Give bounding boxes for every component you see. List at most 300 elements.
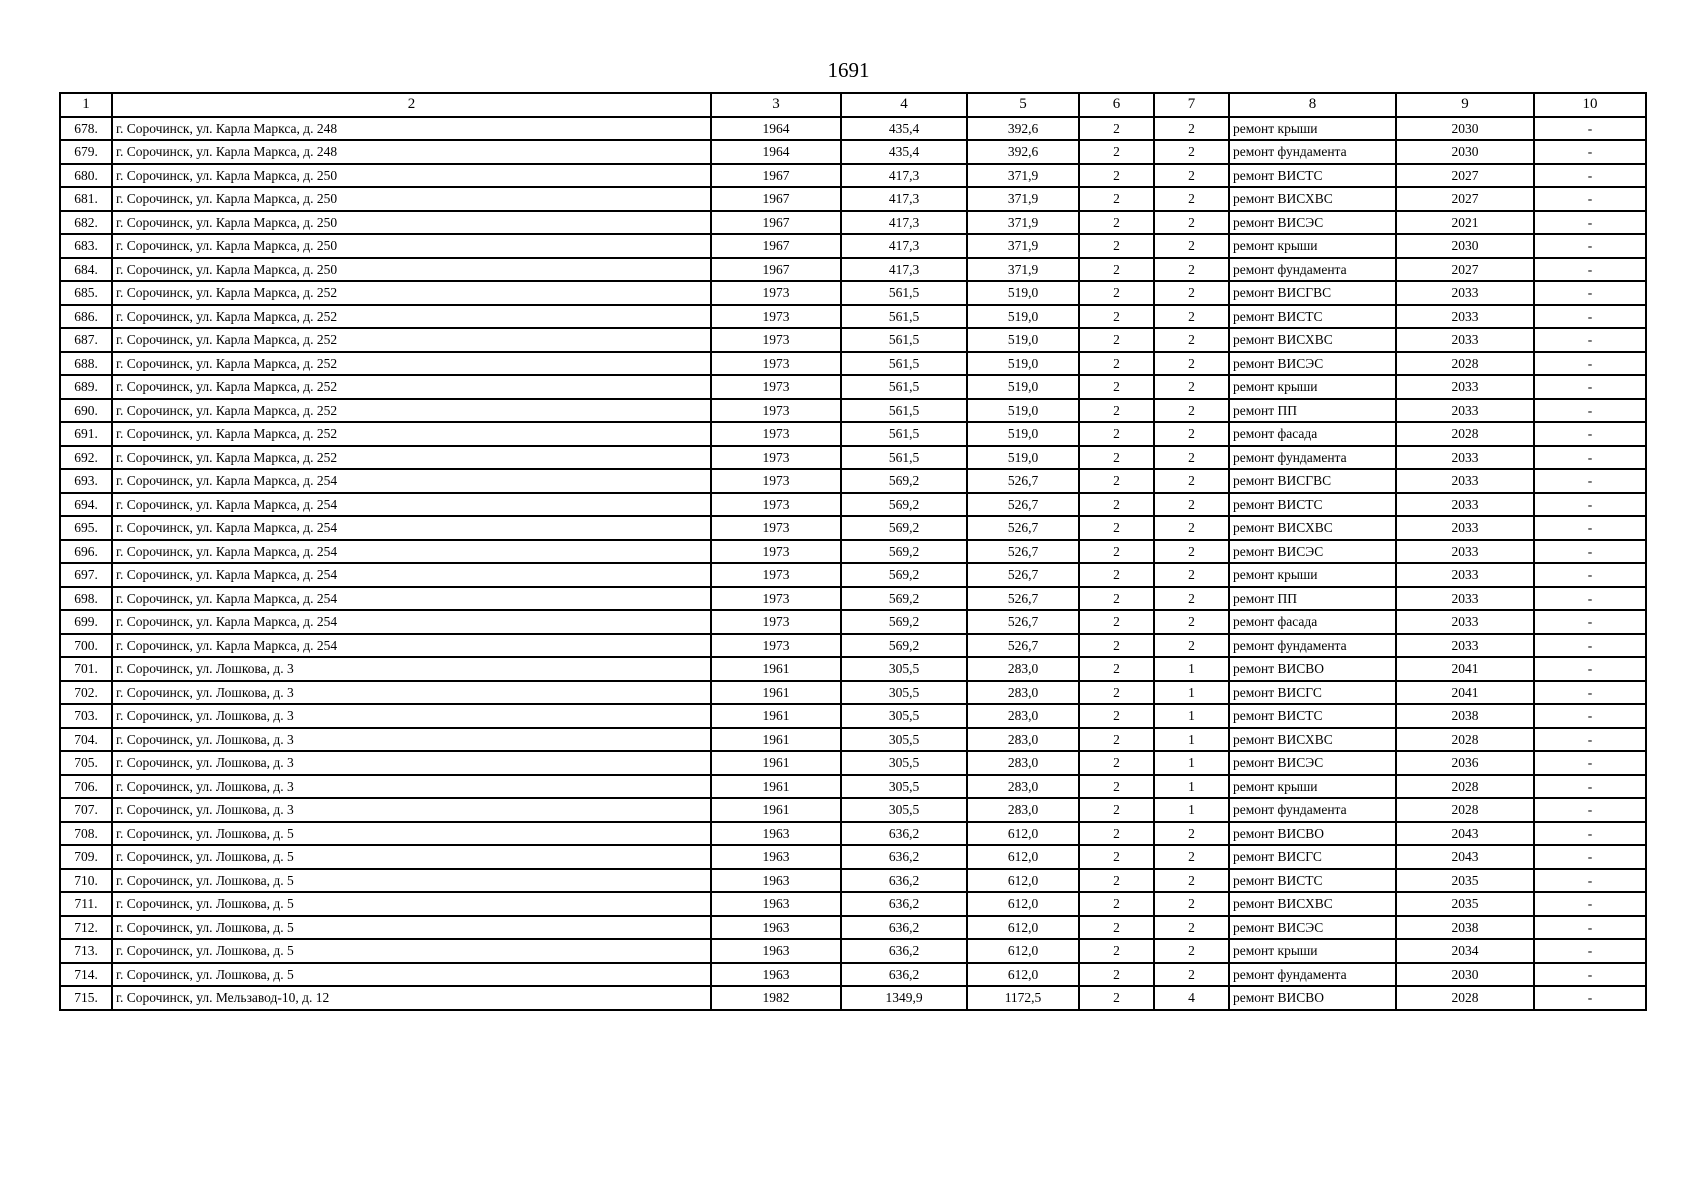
table-row (60, 516, 1646, 540)
total-area-cell: 561,5 (841, 305, 967, 329)
living-area-cell: 612,0 (967, 845, 1079, 869)
address-cell: г. Сорочинск, ул. Карла Маркса, д. 250 (112, 234, 711, 258)
table-row (60, 352, 1646, 376)
col7-cell: 2 (1154, 516, 1229, 540)
living-area-cell: 283,0 (967, 751, 1079, 775)
column-header: 10 (1534, 93, 1646, 117)
total-area-cell: 569,2 (841, 610, 967, 634)
row-number-cell: 701. (60, 657, 112, 681)
row-number-cell: 695. (60, 516, 112, 540)
col10-cell: - (1534, 751, 1646, 775)
total-area-cell: 636,2 (841, 822, 967, 846)
year-built-cell: 1964 (711, 140, 841, 164)
col6-cell: 2 (1079, 916, 1154, 940)
year-built-cell: 1973 (711, 540, 841, 564)
row-number-cell: 706. (60, 775, 112, 799)
year-built-cell: 1963 (711, 892, 841, 916)
address-cell: г. Сорочинск, ул. Карла Маркса, д. 248 (112, 117, 711, 141)
col7-cell: 2 (1154, 140, 1229, 164)
col10-cell: - (1534, 258, 1646, 282)
total-area-cell: 561,5 (841, 422, 967, 446)
year-built-cell: 1973 (711, 587, 841, 611)
table-row (60, 140, 1646, 164)
table-row (60, 751, 1646, 775)
row-number-cell: 690. (60, 399, 112, 423)
work-type-cell: ремонт ВИСЭС (1229, 540, 1396, 564)
total-area-cell: 1349,9 (841, 986, 967, 1010)
planned-year-cell: 2033 (1396, 493, 1534, 517)
col6-cell: 2 (1079, 117, 1154, 141)
col10-cell: - (1534, 869, 1646, 893)
col6-cell: 2 (1079, 610, 1154, 634)
col10-cell: - (1534, 187, 1646, 211)
col7-cell: 2 (1154, 258, 1229, 282)
row-number-cell: 713. (60, 939, 112, 963)
col6-cell: 2 (1079, 211, 1154, 235)
col7-cell: 2 (1154, 493, 1229, 517)
address-cell: г. Сорочинск, ул. Лошкова, д. 5 (112, 916, 711, 940)
table-row (60, 892, 1646, 916)
table-row (60, 305, 1646, 329)
work-type-cell: ремонт ВИСЭС (1229, 352, 1396, 376)
total-area-cell: 435,4 (841, 117, 967, 141)
row-number-cell: 689. (60, 375, 112, 399)
col7-cell: 2 (1154, 916, 1229, 940)
table-row (60, 446, 1646, 470)
living-area-cell: 526,7 (967, 634, 1079, 658)
planned-year-cell: 2021 (1396, 211, 1534, 235)
column-header: 4 (841, 93, 967, 117)
year-built-cell: 1973 (711, 375, 841, 399)
row-number-cell: 708. (60, 822, 112, 846)
year-built-cell: 1967 (711, 234, 841, 258)
year-built-cell: 1973 (711, 399, 841, 423)
col6-cell: 2 (1079, 469, 1154, 493)
column-header: 1 (60, 93, 112, 117)
table-row (60, 657, 1646, 681)
work-type-cell: ремонт крыши (1229, 775, 1396, 799)
address-cell: г. Сорочинск, ул. Лошкова, д. 3 (112, 728, 711, 752)
total-area-cell: 561,5 (841, 399, 967, 423)
row-number-cell: 707. (60, 798, 112, 822)
row-number-cell: 710. (60, 869, 112, 893)
work-type-cell: ремонт ВИСГС (1229, 845, 1396, 869)
year-built-cell: 1967 (711, 258, 841, 282)
col7-cell: 2 (1154, 117, 1229, 141)
living-area-cell: 612,0 (967, 963, 1079, 987)
col7-cell: 2 (1154, 352, 1229, 376)
planned-year-cell: 2033 (1396, 540, 1534, 564)
work-type-cell: ремонт ВИСВО (1229, 986, 1396, 1010)
col10-cell: - (1534, 845, 1646, 869)
planned-year-cell: 2038 (1396, 916, 1534, 940)
col6-cell: 2 (1079, 963, 1154, 987)
total-area-cell: 561,5 (841, 281, 967, 305)
col10-cell: - (1534, 892, 1646, 916)
work-type-cell: ремонт ВИСВО (1229, 822, 1396, 846)
work-type-cell: ремонт ВИСТС (1229, 305, 1396, 329)
table-row (60, 587, 1646, 611)
col6-cell: 2 (1079, 516, 1154, 540)
address-cell: г. Сорочинск, ул. Лошкова, д. 3 (112, 798, 711, 822)
address-cell: г. Сорочинск, ул. Лошкова, д. 5 (112, 892, 711, 916)
year-built-cell: 1967 (711, 211, 841, 235)
address-cell: г. Сорочинск, ул. Лошкова, д. 5 (112, 869, 711, 893)
living-area-cell: 283,0 (967, 775, 1079, 799)
total-area-cell: 636,2 (841, 963, 967, 987)
row-number-cell: 687. (60, 328, 112, 352)
work-type-cell: ремонт крыши (1229, 375, 1396, 399)
col7-cell: 2 (1154, 446, 1229, 470)
work-type-cell: ремонт ВИСТС (1229, 704, 1396, 728)
work-type-cell: ремонт ВИСХВС (1229, 892, 1396, 916)
column-header: 9 (1396, 93, 1534, 117)
address-cell: г. Сорочинск, ул. Карла Маркса, д. 250 (112, 211, 711, 235)
address-cell: г. Сорочинск, ул. Карла Маркса, д. 254 (112, 587, 711, 611)
year-built-cell: 1973 (711, 610, 841, 634)
total-area-cell: 636,2 (841, 939, 967, 963)
total-area-cell: 569,2 (841, 563, 967, 587)
year-built-cell: 1973 (711, 422, 841, 446)
col7-cell: 2 (1154, 634, 1229, 658)
col6-cell: 2 (1079, 422, 1154, 446)
work-type-cell: ремонт ВИСХВС (1229, 328, 1396, 352)
col7-cell: 2 (1154, 822, 1229, 846)
total-area-cell: 417,3 (841, 234, 967, 258)
col6-cell: 2 (1079, 822, 1154, 846)
col7-cell: 2 (1154, 610, 1229, 634)
address-cell: г. Сорочинск, ул. Карла Маркса, д. 254 (112, 610, 711, 634)
col7-cell: 2 (1154, 540, 1229, 564)
col6-cell: 2 (1079, 751, 1154, 775)
year-built-cell: 1963 (711, 916, 841, 940)
total-area-cell: 417,3 (841, 258, 967, 282)
col10-cell: - (1534, 681, 1646, 705)
planned-year-cell: 2033 (1396, 399, 1534, 423)
planned-year-cell: 2038 (1396, 704, 1534, 728)
row-number-cell: 697. (60, 563, 112, 587)
row-number-cell: 696. (60, 540, 112, 564)
total-area-cell: 417,3 (841, 211, 967, 235)
col7-cell: 2 (1154, 422, 1229, 446)
row-number-cell: 692. (60, 446, 112, 470)
col6-cell: 2 (1079, 704, 1154, 728)
work-type-cell: ремонт крыши (1229, 563, 1396, 587)
total-area-cell: 569,2 (841, 587, 967, 611)
address-cell: г. Сорочинск, ул. Карла Маркса, д. 254 (112, 469, 711, 493)
table-row (60, 563, 1646, 587)
work-type-cell: ремонт крыши (1229, 234, 1396, 258)
address-cell: г. Сорочинск, ул. Мельзавод-10, д. 12 (112, 986, 711, 1010)
work-type-cell: ремонт ВИСВО (1229, 657, 1396, 681)
living-area-cell: 526,7 (967, 540, 1079, 564)
year-built-cell: 1961 (711, 657, 841, 681)
row-number-cell: 681. (60, 187, 112, 211)
table-row (60, 234, 1646, 258)
table-row (60, 211, 1646, 235)
col10-cell: - (1534, 493, 1646, 517)
work-type-cell: ремонт фундамента (1229, 798, 1396, 822)
col6-cell: 2 (1079, 775, 1154, 799)
total-area-cell: 305,5 (841, 657, 967, 681)
living-area-cell: 519,0 (967, 328, 1079, 352)
col10-cell: - (1534, 939, 1646, 963)
work-type-cell: ремонт фундамента (1229, 140, 1396, 164)
page-number: 1691 (827, 58, 870, 82)
row-number-cell: 705. (60, 751, 112, 775)
col7-cell: 2 (1154, 469, 1229, 493)
row-number-cell: 699. (60, 610, 112, 634)
planned-year-cell: 2033 (1396, 516, 1534, 540)
address-cell: г. Сорочинск, ул. Карла Маркса, д. 252 (112, 446, 711, 470)
table-row (60, 281, 1646, 305)
row-number-cell: 694. (60, 493, 112, 517)
living-area-cell: 283,0 (967, 704, 1079, 728)
living-area-cell: 392,6 (967, 140, 1079, 164)
planned-year-cell: 2028 (1396, 352, 1534, 376)
living-area-cell: 612,0 (967, 939, 1079, 963)
living-area-cell: 371,9 (967, 187, 1079, 211)
living-area-cell: 526,7 (967, 493, 1079, 517)
address-cell: г. Сорочинск, ул. Карла Маркса, д. 252 (112, 422, 711, 446)
col7-cell: 2 (1154, 164, 1229, 188)
col7-cell: 1 (1154, 775, 1229, 799)
work-type-cell: ремонт ВИСЭС (1229, 916, 1396, 940)
address-cell: г. Сорочинск, ул. Карла Маркса, д. 254 (112, 563, 711, 587)
col10-cell: - (1534, 516, 1646, 540)
address-cell: г. Сорочинск, ул. Карла Маркса, д. 254 (112, 516, 711, 540)
col6-cell: 2 (1079, 869, 1154, 893)
col6-cell: 2 (1079, 446, 1154, 470)
col6-cell: 2 (1079, 798, 1154, 822)
col10-cell: - (1534, 422, 1646, 446)
year-built-cell: 1963 (711, 822, 841, 846)
col10-cell: - (1534, 446, 1646, 470)
address-cell: г. Сорочинск, ул. Карла Маркса, д. 252 (112, 375, 711, 399)
address-cell: г. Сорочинск, ул. Карла Маркса, д. 250 (112, 164, 711, 188)
table-row (60, 986, 1646, 1010)
total-area-cell: 561,5 (841, 446, 967, 470)
col6-cell: 2 (1079, 587, 1154, 611)
row-number-cell: 686. (60, 305, 112, 329)
col6-cell: 2 (1079, 657, 1154, 681)
year-built-cell: 1982 (711, 986, 841, 1010)
total-area-cell: 569,2 (841, 493, 967, 517)
work-type-cell: ремонт ВИСТС (1229, 493, 1396, 517)
total-area-cell: 305,5 (841, 704, 967, 728)
year-built-cell: 1964 (711, 117, 841, 141)
col10-cell: - (1534, 986, 1646, 1010)
table-row (60, 117, 1646, 141)
col6-cell: 2 (1079, 728, 1154, 752)
table-row (60, 963, 1646, 987)
table-row (60, 916, 1646, 940)
work-type-cell: ремонт ВИСГС (1229, 681, 1396, 705)
table-row (60, 258, 1646, 282)
col10-cell: - (1534, 610, 1646, 634)
planned-year-cell: 2028 (1396, 986, 1534, 1010)
col10-cell: - (1534, 234, 1646, 258)
year-built-cell: 1973 (711, 516, 841, 540)
address-cell: г. Сорочинск, ул. Карла Маркса, д. 250 (112, 187, 711, 211)
col7-cell: 2 (1154, 375, 1229, 399)
address-cell: г. Сорочинск, ул. Карла Маркса, д. 254 (112, 634, 711, 658)
col10-cell: - (1534, 704, 1646, 728)
row-number-cell: 711. (60, 892, 112, 916)
year-built-cell: 1973 (711, 328, 841, 352)
total-area-cell: 435,4 (841, 140, 967, 164)
work-type-cell: ремонт ВИСХВС (1229, 516, 1396, 540)
work-type-cell: ремонт ПП (1229, 587, 1396, 611)
col7-cell: 1 (1154, 681, 1229, 705)
total-area-cell: 305,5 (841, 775, 967, 799)
col10-cell: - (1534, 634, 1646, 658)
col10-cell: - (1534, 328, 1646, 352)
work-type-cell: ремонт ПП (1229, 399, 1396, 423)
col10-cell: - (1534, 352, 1646, 376)
col7-cell: 2 (1154, 399, 1229, 423)
column-header: 7 (1154, 93, 1229, 117)
row-number-cell: 709. (60, 845, 112, 869)
col7-cell: 1 (1154, 798, 1229, 822)
work-type-cell: ремонт ВИСХВС (1229, 187, 1396, 211)
table-row (60, 939, 1646, 963)
living-area-cell: 519,0 (967, 375, 1079, 399)
col6-cell: 2 (1079, 305, 1154, 329)
living-area-cell: 526,7 (967, 516, 1079, 540)
address-cell: г. Сорочинск, ул. Карла Маркса, д. 252 (112, 281, 711, 305)
col6-cell: 2 (1079, 493, 1154, 517)
row-number-cell: 684. (60, 258, 112, 282)
planned-year-cell: 2041 (1396, 681, 1534, 705)
total-area-cell: 561,5 (841, 375, 967, 399)
row-number-cell: 693. (60, 469, 112, 493)
col10-cell: - (1534, 728, 1646, 752)
row-number-cell: 691. (60, 422, 112, 446)
col10-cell: - (1534, 399, 1646, 423)
living-area-cell: 519,0 (967, 399, 1079, 423)
total-area-cell: 305,5 (841, 751, 967, 775)
year-built-cell: 1967 (711, 164, 841, 188)
row-number-cell: 712. (60, 916, 112, 940)
col7-cell: 1 (1154, 751, 1229, 775)
living-area-cell: 612,0 (967, 822, 1079, 846)
address-cell: г. Сорочинск, ул. Лошкова, д. 5 (112, 939, 711, 963)
col10-cell: - (1534, 963, 1646, 987)
column-number-row (60, 93, 1646, 117)
total-area-cell: 305,5 (841, 728, 967, 752)
total-area-cell: 305,5 (841, 798, 967, 822)
col6-cell: 2 (1079, 164, 1154, 188)
planned-year-cell: 2033 (1396, 469, 1534, 493)
address-cell: г. Сорочинск, ул. Карла Маркса, д. 252 (112, 305, 711, 329)
planned-year-cell: 2027 (1396, 187, 1534, 211)
column-header: 5 (967, 93, 1079, 117)
work-type-cell: ремонт ВИСЭС (1229, 211, 1396, 235)
col7-cell: 2 (1154, 211, 1229, 235)
address-cell: г. Сорочинск, ул. Лошкова, д. 5 (112, 822, 711, 846)
work-type-cell: ремонт фасада (1229, 422, 1396, 446)
col6-cell: 2 (1079, 234, 1154, 258)
column-header: 8 (1229, 93, 1396, 117)
year-built-cell: 1963 (711, 845, 841, 869)
col10-cell: - (1534, 375, 1646, 399)
year-built-cell: 1961 (711, 681, 841, 705)
col7-cell: 2 (1154, 187, 1229, 211)
row-number-cell: 715. (60, 986, 112, 1010)
planned-year-cell: 2043 (1396, 845, 1534, 869)
total-area-cell: 569,2 (841, 540, 967, 564)
year-built-cell: 1973 (711, 493, 841, 517)
planned-year-cell: 2033 (1396, 563, 1534, 587)
col10-cell: - (1534, 117, 1646, 141)
col6-cell: 2 (1079, 399, 1154, 423)
planned-year-cell: 2033 (1396, 375, 1534, 399)
table-row (60, 798, 1646, 822)
table-row (60, 681, 1646, 705)
table-row (60, 187, 1646, 211)
col7-cell: 4 (1154, 986, 1229, 1010)
table-row (60, 822, 1646, 846)
planned-year-cell: 2028 (1396, 775, 1534, 799)
col10-cell: - (1534, 540, 1646, 564)
col6-cell: 2 (1079, 845, 1154, 869)
living-area-cell: 519,0 (967, 352, 1079, 376)
col6-cell: 2 (1079, 986, 1154, 1010)
living-area-cell: 612,0 (967, 916, 1079, 940)
living-area-cell: 526,7 (967, 563, 1079, 587)
row-number-cell: 714. (60, 963, 112, 987)
col10-cell: - (1534, 587, 1646, 611)
planned-year-cell: 2030 (1396, 963, 1534, 987)
row-number-cell: 698. (60, 587, 112, 611)
table-row (60, 728, 1646, 752)
col6-cell: 2 (1079, 258, 1154, 282)
planned-year-cell: 2033 (1396, 305, 1534, 329)
address-cell: г. Сорочинск, ул. Карла Маркса, д. 248 (112, 140, 711, 164)
total-area-cell: 561,5 (841, 352, 967, 376)
col7-cell: 2 (1154, 845, 1229, 869)
row-number-cell: 679. (60, 140, 112, 164)
col10-cell: - (1534, 281, 1646, 305)
planned-year-cell: 2034 (1396, 939, 1534, 963)
total-area-cell: 569,2 (841, 516, 967, 540)
year-built-cell: 1961 (711, 704, 841, 728)
year-built-cell: 1973 (711, 281, 841, 305)
planned-year-cell: 2035 (1396, 892, 1534, 916)
planned-year-cell: 2030 (1396, 140, 1534, 164)
living-area-cell: 371,9 (967, 164, 1079, 188)
planned-year-cell: 2033 (1396, 587, 1534, 611)
total-area-cell: 636,2 (841, 869, 967, 893)
table-body (60, 117, 1646, 1010)
year-built-cell: 1973 (711, 305, 841, 329)
work-type-cell: ремонт крыши (1229, 939, 1396, 963)
row-number-cell: 700. (60, 634, 112, 658)
address-cell: г. Сорочинск, ул. Карла Маркса, д. 254 (112, 540, 711, 564)
year-built-cell: 1973 (711, 469, 841, 493)
living-area-cell: 526,7 (967, 469, 1079, 493)
address-cell: г. Сорочинск, ул. Лошкова, д. 3 (112, 751, 711, 775)
address-cell: г. Сорочинск, ул. Карла Маркса, д. 250 (112, 258, 711, 282)
planned-year-cell: 2036 (1396, 751, 1534, 775)
work-type-cell: ремонт ВИСТС (1229, 869, 1396, 893)
col10-cell: - (1534, 822, 1646, 846)
total-area-cell: 417,3 (841, 187, 967, 211)
row-number-cell: 680. (60, 164, 112, 188)
work-type-cell: ремонт ВИСХВС (1229, 728, 1396, 752)
col6-cell: 2 (1079, 328, 1154, 352)
